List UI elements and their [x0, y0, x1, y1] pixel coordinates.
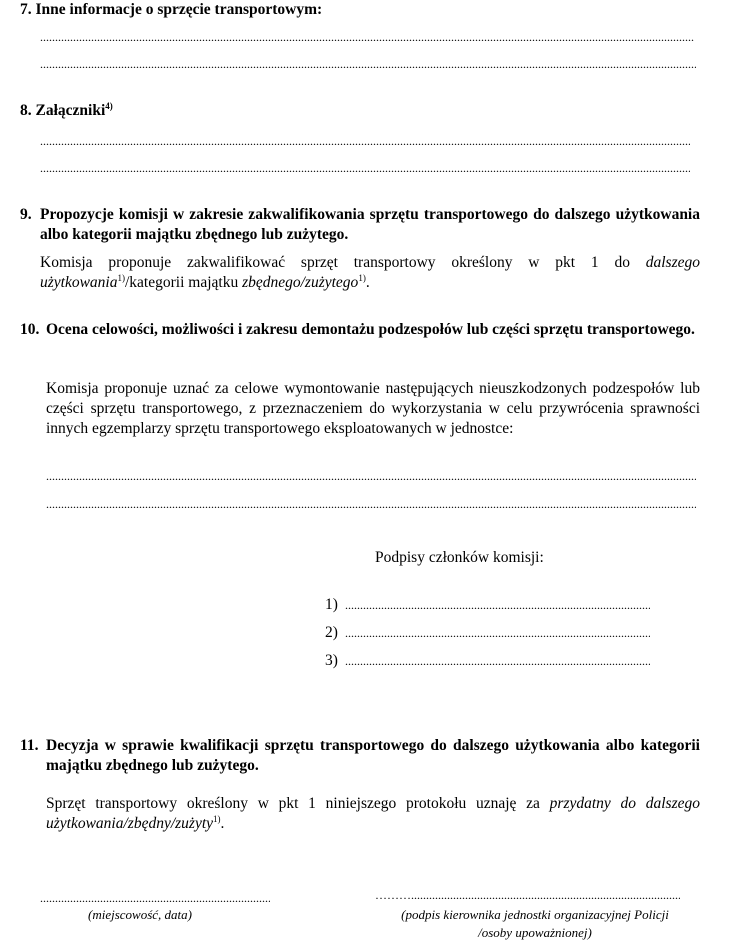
authority-signature-prefix: ………: [375, 888, 411, 902]
section-11-text-a: Sprzęt transportowy określony w pkt 1 niniejszego protokołu uznaję za: [46, 795, 550, 812]
signature-row-2[interactable]: [325, 624, 650, 642]
section-9-text-b: /kategorii majątku: [125, 274, 243, 291]
section-10-number: 10.: [20, 321, 40, 338]
section-8-number: 8.: [20, 102, 32, 119]
section-9-paragraph: [40, 253, 700, 293]
section-9-text-c: .: [365, 274, 370, 291]
place-date-line[interactable]: [40, 892, 270, 904]
section-11-text-b: .: [220, 815, 225, 832]
section-8-line-1[interactable]: [40, 135, 690, 147]
signature-line-3[interactable]: [345, 655, 650, 667]
section-9-title: Propozycje komisji w zakresie zakwalifikowania sprzętu transportowego do dalszego użytkowania albo kategorii majątku zbędnego lub zużytego.: [40, 206, 700, 243]
signature-number-2: 2): [325, 624, 338, 641]
place-date-caption: (miejscowość, data): [88, 907, 192, 922]
section-11-heading: [20, 736, 700, 776]
section-7-title: Inne informacje o sprzęcie transportowym:: [35, 1, 323, 18]
authority-caption-line-2: /osoby upoważnionej): [478, 925, 592, 940]
section-11-number: 11.: [20, 737, 39, 754]
signature-line-1[interactable]: [345, 599, 650, 611]
section-7-line-2[interactable]: [40, 58, 696, 70]
section-8-footnote: 4): [105, 101, 113, 111]
section-10-line-1[interactable]: [46, 470, 696, 482]
section-10-line-2[interactable]: [46, 498, 696, 510]
signature-row-3[interactable]: [325, 652, 650, 670]
section-7-line-1[interactable]: [40, 31, 694, 43]
authority-caption: [370, 906, 700, 942]
section-9-footnote-b: 1): [358, 273, 366, 283]
section-10-heading: [20, 320, 700, 340]
authority-signature-line[interactable]: [375, 889, 680, 901]
signature-number-3: 3): [325, 652, 338, 669]
authority-caption-line-1: (podpis kierownika jednostki organizacyjnej Policji: [401, 907, 669, 922]
section-8-title: Załączniki: [35, 102, 106, 119]
authority-signature-dots: [411, 889, 680, 901]
section-11-title: Decyzja w sprawie kwalifikacji sprzętu transportowego do dalszego użytkowania albo kategorii majątku zbędnego lub zużytego.: [46, 737, 700, 774]
section-11-paragraph: [46, 794, 700, 834]
signature-number-1: 1): [325, 596, 338, 613]
section-7-number: 7.: [20, 1, 32, 18]
section-9-text-a: Komisja proponuje zakwalifikować sprzęt transportowy określony w pkt 1 do: [40, 254, 646, 271]
section-9-option-redundant-used: zbędnego/zużytego: [242, 274, 359, 291]
section-7-heading: [20, 0, 322, 20]
section-11-footnote: 1): [213, 814, 221, 824]
section-8-heading: [20, 101, 113, 121]
signatures-title: Podpisy członków komisji:: [375, 549, 544, 566]
section-10-paragraph: Komisja proponuje uznać za celowe wymontowanie następujących nieuszkodzonych podzespołów lub części sprzętu transportowego, z przeznaczeniem do wykorzystania w celu przywrócenia sprawności innych egzemplarzy sprzętu transportowego eksploatowanych w jednostce:: [46, 380, 700, 437]
section-9-option-further-use: dalszego użytkowania: [40, 254, 700, 291]
section-10-title: Ocena celowości, możliwości i zakresu demontażu podzespołów lub części sprzętu transportowego.: [46, 321, 695, 338]
signature-row-1[interactable]: [325, 596, 650, 614]
signature-line-2[interactable]: [345, 627, 650, 639]
section-11-options: przydatny do dalszego użytkowania/zbędny/zużyty: [46, 795, 700, 832]
section-9-number: 9.: [20, 206, 32, 223]
section-9-heading: [20, 205, 700, 245]
section-9-footnote-a: 1): [117, 273, 125, 283]
section-8-line-2[interactable]: [40, 162, 690, 174]
